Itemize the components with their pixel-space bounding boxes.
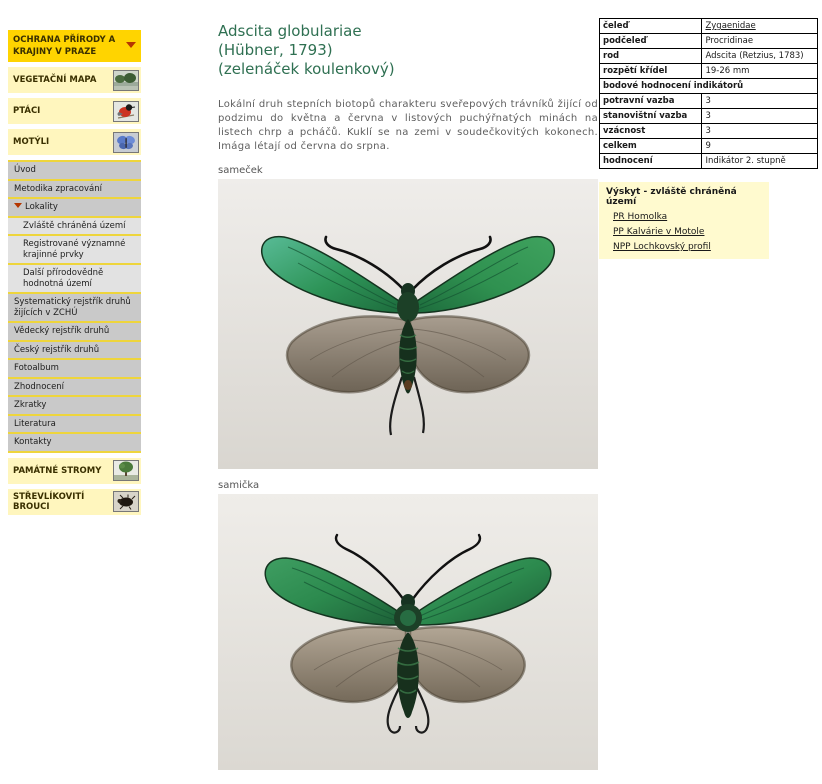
sidebar-menu-item[interactable]: Zhodnocení [8,379,141,398]
family-link[interactable]: Zygaenidae [705,21,756,31]
table-value: Indikátor 2. stupně [702,154,818,169]
table-row [600,139,818,154]
male-photo-label: sameček [218,165,263,176]
info-table-body [600,19,818,169]
page-title [218,22,598,79]
sidebar-menu-item[interactable]: Lokality [8,199,141,218]
sidebar-bottom [8,458,141,515]
sidebar-section-label: VEGETAČNÍ MAPA [13,75,97,85]
occurrence-box [599,182,769,259]
occurrence-links [606,212,762,252]
sidebar-menu-item[interactable]: Systematický rejstřík druhů žijících v ZCHÚ [8,294,141,323]
table-value [702,19,818,34]
sidebar-section-label: PTÁCI [13,106,41,116]
sidebar-menu-item[interactable]: Fotoalbum [8,360,141,379]
table-row [600,94,818,109]
table-value: 3 [702,109,818,124]
beetle-thumbnail [113,491,139,512]
table-row [600,154,818,169]
table-label: potravní vazba [600,94,702,109]
species-latin-name: Adscita globulariae [218,22,362,40]
table-row [600,79,818,94]
chevron-down-icon [126,42,136,48]
sidebar-section-label: STŘEVLÍKOVITÍ BROUCI [13,491,85,512]
sidebar-menu-item[interactable]: Kontakty [8,434,141,453]
sidebar-menu-item[interactable]: Literatura [8,416,141,435]
sidebar-item-ptaci[interactable] [8,98,141,124]
table-row [600,49,818,64]
table-value: Adscita (Retzius, 1783) [702,49,818,64]
main-content [218,22,598,770]
right-panel [599,18,818,259]
table-value: 19-26 mm [702,64,818,79]
table-label: celkem [600,139,702,154]
sidebar-menu-item[interactable]: Zvláště chráněná území [8,218,141,237]
butterfly-thumbnail [113,132,139,153]
sidebar-menu-item[interactable]: Český rejstřík druhů [8,342,141,361]
sidebar-item-motyli[interactable] [8,129,141,155]
table-label: hodnocení [600,154,702,169]
table-label: rod [600,49,702,64]
bird-thumbnail [113,101,139,122]
table-label: čeleď [600,19,702,34]
vegetation-map-thumbnail [113,70,139,91]
sidebar-menu-item[interactable]: Metodika zpracování [8,181,141,200]
male-moth-photo [218,179,598,469]
occurrence-link[interactable]: PR Homolka [613,212,668,222]
sidebar-menu-item[interactable]: Zkratky [8,397,141,416]
table-section-label: bodové hodnocení indikátorů [600,79,818,94]
female-photo-label: samička [218,480,260,491]
sidebar-menu-item[interactable]: Vědecký rejstřík druhů [8,323,141,342]
sidebar-header[interactable] [8,30,141,62]
species-author: (Hübner, 1793) [218,41,333,59]
sidebar-menu-item[interactable]: Další přírodovědně hodnotná území [8,265,141,294]
table-value: 3 [702,94,818,109]
sidebar-menu-item[interactable]: Registrované významné krajinné prvky [8,236,141,265]
occurrence-link[interactable]: NPP Lochkovský profil [613,242,711,252]
table-value: Procridinae [702,34,818,49]
table-row [600,34,818,49]
table-row [600,19,818,34]
sidebar-item-strevlikoviti-brouci[interactable] [8,489,141,515]
table-value: 3 [702,124,818,139]
occurrence-heading: Výskyt - zvláště chráněná území [606,187,737,207]
tree-thumbnail [113,460,139,481]
sidebar-header-label: OCHRANA PŘÍRODY A KRAJINY V PRAZE [13,35,116,57]
sidebar-item-pamatne-stromy[interactable] [8,458,141,484]
table-label: vzácnost [600,124,702,139]
table-value: 9 [702,139,818,154]
sidebar-section-label: PAMÁTNÉ STROMY [13,465,102,476]
species-description: Lokální druh stepních biotopů charakteru sveřepových trávníků žijící od podzimu do května a června v listových puchýřnatých minách na listech chrp a pcháčů. Kuklí se na zemi v soudečkovitých kokonech. Imága létají od června do srpna. [218,99,598,152]
table-row [600,124,818,139]
table-label: rozpětí křídel [600,64,702,79]
occurrence-link[interactable]: PP Kalvárie v Motole [613,227,705,237]
taxonomy-table [599,18,818,169]
table-label: stanovištní vazba [600,109,702,124]
female-moth-photo [218,494,598,770]
sidebar-item-vegetacni-mapa[interactable] [8,67,141,93]
sidebar-section-label: MOTÝLI [13,137,50,147]
expanded-caret-icon [14,203,22,208]
table-label: podčeleď [600,34,702,49]
sidebar [8,30,141,515]
table-row [600,64,818,79]
sidebar-menu [8,160,141,453]
table-row [600,109,818,124]
species-czech-name: (zelenáček koulenkový) [218,60,395,78]
sidebar-menu-item[interactable]: Úvod [8,162,141,181]
